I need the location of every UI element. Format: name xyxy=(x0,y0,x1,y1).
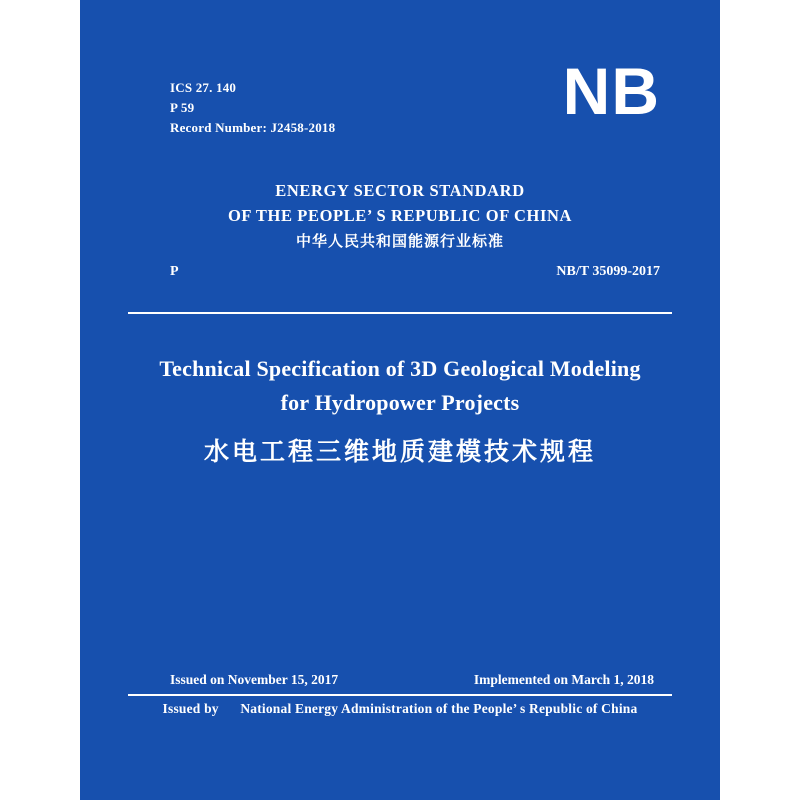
issued-by-label: Issued by xyxy=(162,701,219,716)
standard-heading-line1: ENERGY SECTOR STANDARD xyxy=(275,181,525,200)
standard-heading-line2: OF THE PEOPLE’ S REPUBLIC OF CHINA xyxy=(227,206,573,225)
record-number: Record Number: J2458-2018 xyxy=(170,120,336,135)
ics-number: ICS 27. 140 xyxy=(170,80,237,95)
issuer-row xyxy=(80,701,720,717)
standard-number: NB/T 35099-2017 xyxy=(556,264,660,279)
divider-top xyxy=(128,312,672,314)
nb-logo: NB xyxy=(562,54,660,128)
document-title xyxy=(120,352,680,468)
standard-heading-chinese: 中华人民共和国能源行业标准 xyxy=(295,232,504,250)
title-cn: 水电工程三维地质建模技术规程 xyxy=(203,437,596,466)
classification-code: P 59 xyxy=(170,100,195,115)
divider-bottom xyxy=(128,694,672,696)
issued-by-value: National Energy Administration of the People’ s Republic of China xyxy=(240,701,638,716)
identifier-block xyxy=(170,78,335,138)
title-en-line2: for Hydropower Projects xyxy=(280,390,520,415)
code-row xyxy=(170,264,660,280)
standard-heading xyxy=(80,178,720,228)
implemented-on-date: Implemented on March 1, 2018 xyxy=(473,672,654,687)
issued-on-date: Issued on November 15, 2017 xyxy=(170,672,339,687)
standard-cover xyxy=(80,0,720,800)
dates-row xyxy=(170,672,654,688)
category-letter: P xyxy=(170,264,179,279)
title-en-line1: Technical Specification of 3D Geological Modeling xyxy=(159,356,641,381)
